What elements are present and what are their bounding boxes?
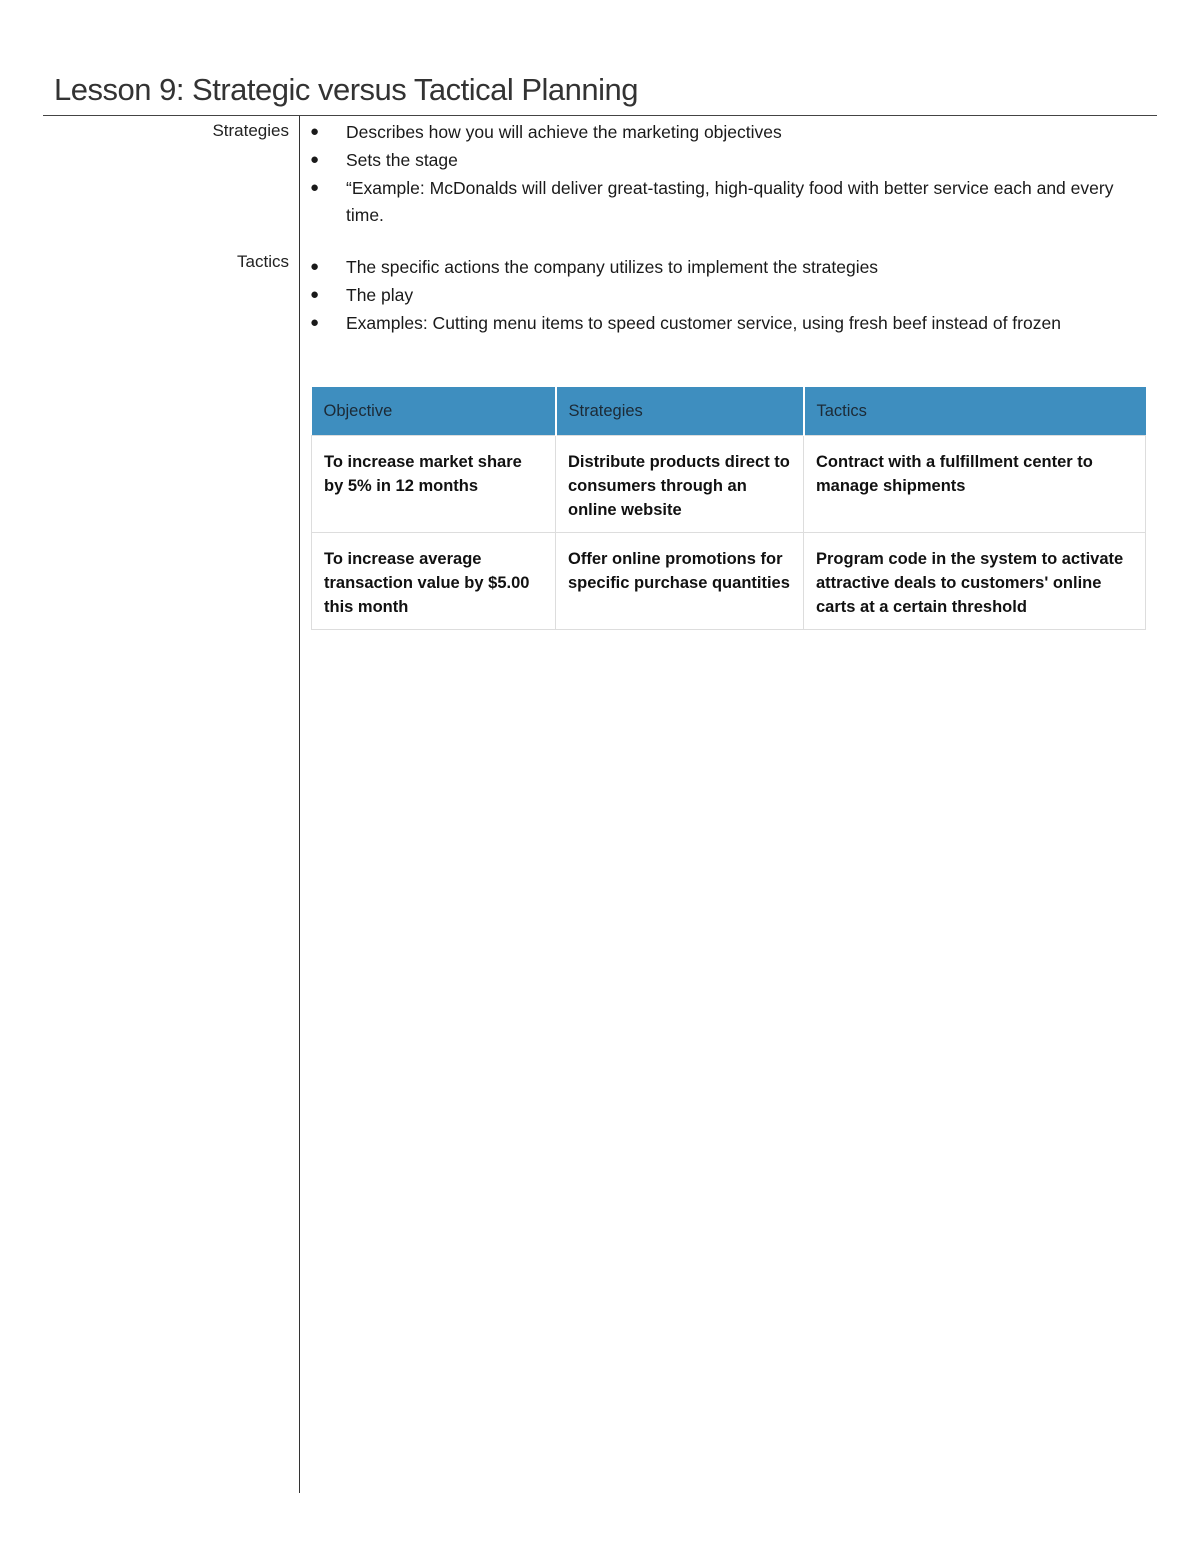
list-item: ● The play — [306, 282, 1146, 309]
bullet-icon: ● — [310, 314, 320, 331]
page-title: Lesson 9: Strategic versus Tactical Planning — [54, 72, 638, 107]
table-cell: Distribute products direct to consumers through an online website — [556, 436, 804, 533]
header-tactics: Tactics — [804, 387, 1146, 436]
header-strategies: Strategies — [556, 387, 804, 436]
title-divider — [43, 115, 1157, 116]
cue-tactics: Tactics — [237, 252, 289, 271]
table-row — [312, 533, 1146, 630]
bullet-icon: ● — [310, 151, 320, 168]
tactics-list — [306, 254, 1146, 338]
bullet-icon: ● — [310, 286, 320, 303]
planning-table — [311, 387, 1146, 630]
list-item: ● “Example: McDonalds will deliver great-tasting, high-quality food with better service each and every time. — [306, 175, 1146, 228]
table-cell: Contract with a fulfillment center to manage shipments — [804, 436, 1146, 533]
bullet-icon: ● — [310, 258, 320, 275]
header-objective: Objective — [312, 387, 556, 436]
list-item: ● Sets the stage — [306, 147, 1146, 174]
table-header-row — [312, 387, 1146, 436]
bullet-icon: ● — [310, 179, 320, 196]
table-cell: Offer online promotions for specific purchase quantities — [556, 533, 804, 630]
bullet-icon: ● — [310, 123, 320, 140]
cue-column-divider — [299, 116, 300, 1493]
table-cell: To increase average transaction value by $5.00 this month — [312, 533, 556, 630]
list-item: ● Examples: Cutting menu items to speed customer service, using fresh beef instead of frozen — [306, 310, 1146, 337]
cue-strategies: Strategies — [212, 121, 289, 140]
strategies-list — [306, 119, 1146, 230]
list-item: ● Describes how you will achieve the marketing objectives — [306, 119, 1146, 146]
table-cell: Program code in the system to activate attractive deals to customers' online carts at a certain threshold — [804, 533, 1146, 630]
table-cell: To increase market share by 5% in 12 months — [312, 436, 556, 533]
list-item: ● The specific actions the company utilizes to implement the strategies — [306, 254, 1146, 281]
table-row — [312, 436, 1146, 533]
